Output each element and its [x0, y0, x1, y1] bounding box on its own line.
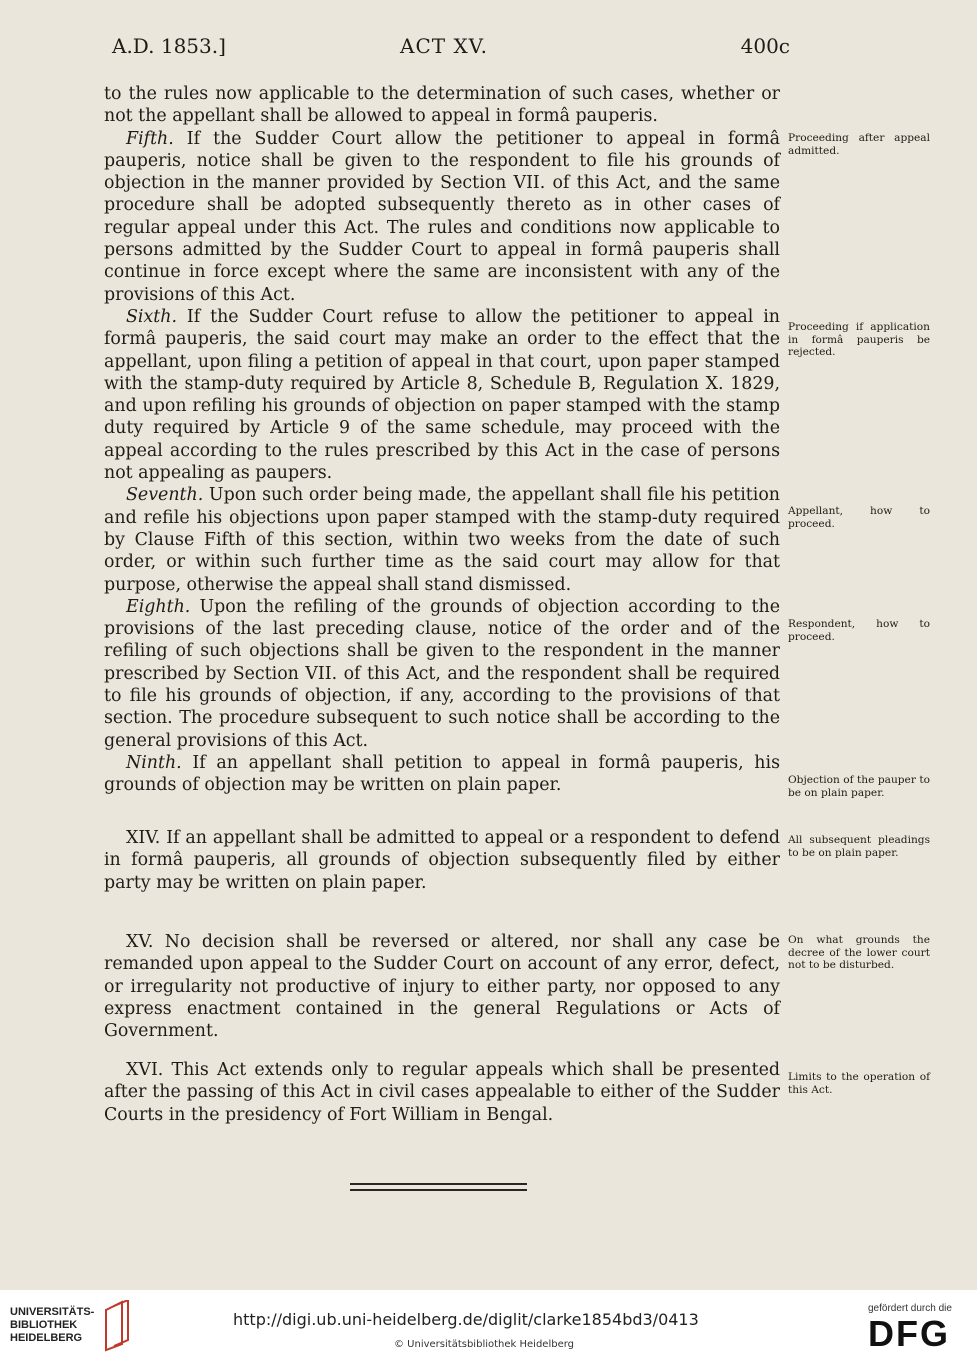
section-xiv-text: XIV. If an appellant shall be admitted to appeal or a respondent to defend in formâ pauperis, all grounds of objection subsequently filed by either party may be written on plain paper.: [104, 828, 780, 893]
section-xvi-text: XVI. This Act extends only to regular appeals which shall be presented after the passing of this Act in civil cases appealable to either of the Sudder Courts in the presidency of Fort William in Bengal.: [104, 1060, 780, 1125]
clause-label-ninth: Ninth.: [126, 752, 182, 773]
paragraph-seventh: [104, 484, 780, 595]
library-logo-text: [10, 1306, 94, 1345]
section-xvi: [104, 1059, 780, 1126]
logo-line-3: HEIDELBERG: [10, 1332, 83, 1344]
end-rule-top: [350, 1183, 527, 1185]
margin-note-limits: Limits to the operation of this Act.: [788, 1071, 930, 1096]
section-xv: [104, 931, 780, 1042]
header-act-title: ACT XV.: [400, 34, 488, 58]
section-xiv: [104, 827, 780, 894]
margin-note-decree-not-disturbed: On what grounds the decree of the lower court not to be disturbed.: [788, 934, 930, 971]
margin-note-appellant: Appellant, how to proceed.: [788, 505, 930, 530]
clause-text-eighth: Upon the refiling of the grounds of objection according to the provisions of the last preceding clause, notice of the order and of the refiling of such objections shall be given to the respondent in the manner prescribed by Section VII. of this Act, and the respondent shall be required to file his grounds of objection, if any, according to the provisions of that section. The procedure subsequent to such notice shall be according to the general provisions of this Act.: [104, 596, 780, 751]
clause-label-sixth: Sixth.: [126, 306, 178, 327]
paragraph-eighth: [104, 596, 780, 752]
paragraph-intro: to the rules now applicable to the determination of such cases, whether or not the appellant shall be allowed to appeal in formâ pauperis.: [104, 84, 780, 127]
paragraph-sixth: [104, 306, 780, 484]
end-rule-bottom: [350, 1189, 527, 1191]
logo-line-2: BIBLIOTHEK: [10, 1319, 78, 1331]
margin-note-appeal-admitted: Proceeding after appeal admitted.: [788, 132, 930, 157]
margin-note-application-rejected: Proceeding if application in formâ pauperis be rejected.: [788, 321, 930, 358]
library-logo-icon: [102, 1300, 132, 1352]
paragraph-ninth: [104, 752, 780, 797]
margin-note-respondent: Respondent, how to proceed.: [788, 618, 930, 643]
clause-text-seventh: Upon such order being made, the appellant shall file his petition and refile his objections upon paper stamped with the stamp-duty required by Clause Fifth of this section, within two weeks from the date of such order, or within such further time as the said court may allow for that purpose, otherwise the appeal shall stand dismissed.: [104, 485, 780, 595]
funding-caption: gefördert durch die: [868, 1303, 952, 1314]
header-date: A.D. 1853.]: [112, 34, 226, 58]
section-xv-text: XV. No decision shall be reversed or altered, nor shall any case be remanded upon appeal to the Sudder Court on account of any error, defect, or irregularity not productive of injury to either party, nor opposed to any express enactment contained in the general Regulations or Acts of Government.: [104, 932, 780, 1042]
clause-text-ninth: If an appellant shall petition to appeal in formâ pauperis, his grounds of objection may be written on plain paper.: [104, 752, 780, 796]
margin-note-pauper-objection: Objection of the pauper to be on plain paper.: [788, 774, 930, 799]
clause-label-seventh: Seventh.: [126, 485, 204, 506]
copyright-notice: © Universitätsbibliothek Heidelberg: [394, 1339, 575, 1350]
running-header: [112, 34, 790, 64]
permalink-url[interactable]: http://digi.ub.uni-heidelberg.de/diglit/clarke1854bd3/0413: [233, 1310, 699, 1329]
clause-label-eighth: Eighth.: [126, 596, 191, 617]
margin-note-subsequent-pleadings: All subsequent pleadings to be on plain paper.: [788, 834, 930, 859]
paragraph-fifth: [104, 128, 780, 306]
clause-label-fifth: Fifth.: [126, 128, 174, 149]
clause-text-fifth: If the Sudder Court allow the petitioner to appeal in formâ pauperis, notice shall be given to the respondent to file his grounds of objection in the manner provided by Section VII. of this Act, and the same procedure shall be adopted subsequently thereto as in other cases of regular appeal under this Act. The rules and conditions now applicable to persons admitted by the Sudder Court to appeal in formâ pauperis shall continue in force except where the same are inconsistent with any of the provisions of this Act.: [104, 128, 780, 305]
clause-text-sixth: If the Sudder Court refuse to allow the petitioner to appeal in formâ pauperis, the said court may make an order to the effect that the appellant, upon filing a petition of appeal in that court, upon paper stamped with the stamp-duty required by Article 8, Schedule B, Regulation X. 1829, and upon refiling his grounds of objection on paper stamped with the stamp duty required by Article 9 of the same schedule, may proceed with the appeal according to the rules prescribed by this Act in the case of persons not appealing as paupers.: [104, 306, 780, 484]
dfg-logo: DFG: [868, 1313, 950, 1354]
header-page-number: 400c: [740, 34, 790, 58]
logo-line-1: UNIVERSITÄTS-: [10, 1306, 95, 1318]
body-text: [104, 83, 780, 1125]
